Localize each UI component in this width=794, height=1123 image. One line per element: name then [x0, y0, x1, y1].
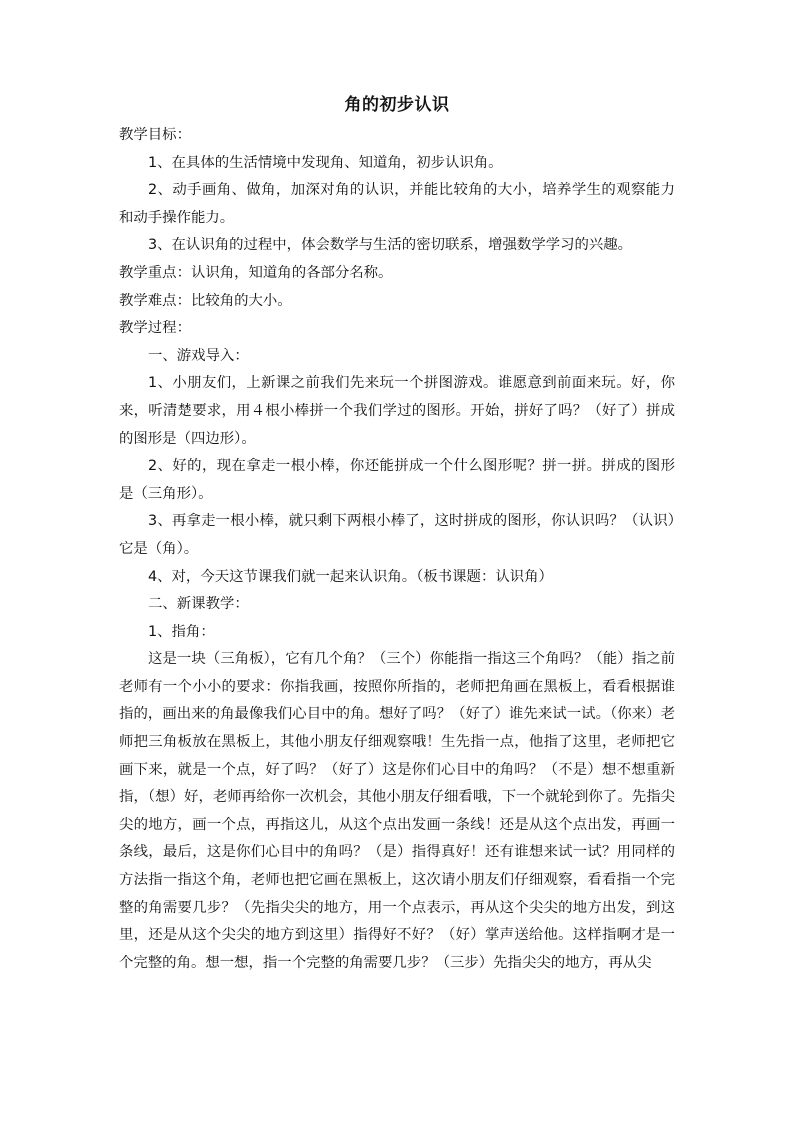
paragraph: 1、小朋友们，上新课之前我们先来玩一个拼图游戏。谁愿意到前面来玩。好，你来，听清楚要求，用４根小棒拼一个我们学过的图形。开始，拼好了吗？（好了）拼成的图形是（四边形）。	[119, 375, 675, 447]
paragraph: 3、再拿走一根小棒，就只剩下两根小棒了，这时拼成的图形，你认识吗？（认识）它是（角）。	[119, 513, 675, 557]
paragraph: 1、指角：	[148, 623, 215, 640]
paragraph: 教学重点：认识角，知道角的各部分名称。	[119, 264, 393, 281]
paragraph: 这是一块（三角板），它有几个角？（三个）你能指一指这三个角吗？（能）指之前老师有一个小小的要求：你指我画，按照你所指的，老师把角画在黑板上，看看根据谁指的，画出来的角最像我们心目中的角。想好了吗？（好了）谁先来试一试。（你来）老师把三角板放在黑板上，其他小朋友仔细观察哦！生先指一点，他指了这里，老师把它画下来，就是一个点，好了吗？（好了）这是你们心目中的角吗？（不是）想不想重新指，（想）好，老师再给你一次机会，其他小朋友仔细看哦，下一个就轮到你了。先指尖尖的地方，画一个点，再指这儿，从这个点出发画一条线！还是从这个点出发，再画一条线，最后，这是你们心目中的角吗？（是）指得真好！还有谁想来试一试？用同样的方法指一指这个角，老师也把它画在黑板上，这次请小朋友们仔细观察，看看指一个完整的角需要几步？（先指尖尖的地方，用一个点表示，再从这个尖尖的地方出发，到这里，还是从这个尖尖的地方到这里）指得好不好？（好）掌声送给他。这样指啊才是一个完整的角。想一想，指一个完整的角需要几步？（三步）先指尖尖的地方，再从尖	[119, 651, 675, 971]
paragraph: 教学目标：	[119, 127, 191, 143]
paragraph: 2、好的，现在拿走一根小棒，你还能拼成一个什么图形呢？拼一拼。拼成的图形是（三角形）。	[119, 458, 675, 502]
paragraph: 2、动手画角、做角，加深对角的认识，并能比较角的大小，培养学生的观察能力和动手操作能力。	[119, 182, 675, 226]
paragraph: 教学难点：比较角的大小。	[119, 292, 292, 309]
document-page	[119, 94, 675, 977]
paragraph: 3、在认识角的过程中，体会数学与生活的密切联系，增强数学学习的兴趣。	[148, 237, 633, 254]
paragraph: 4、对，今天这节课我们就一起来认识角。（板书课题：认识角）	[148, 568, 553, 585]
document-body	[119, 122, 675, 977]
paragraph: 教学过程：	[119, 320, 191, 337]
paragraph: 一、游戏导入：	[148, 347, 249, 364]
paragraph: 二、新课教学：	[148, 596, 249, 613]
document-title: 角的初步认识	[344, 95, 450, 115]
paragraph: 1、在具体的生活情境中发现角、知道角，初步认识角。	[148, 154, 503, 171]
